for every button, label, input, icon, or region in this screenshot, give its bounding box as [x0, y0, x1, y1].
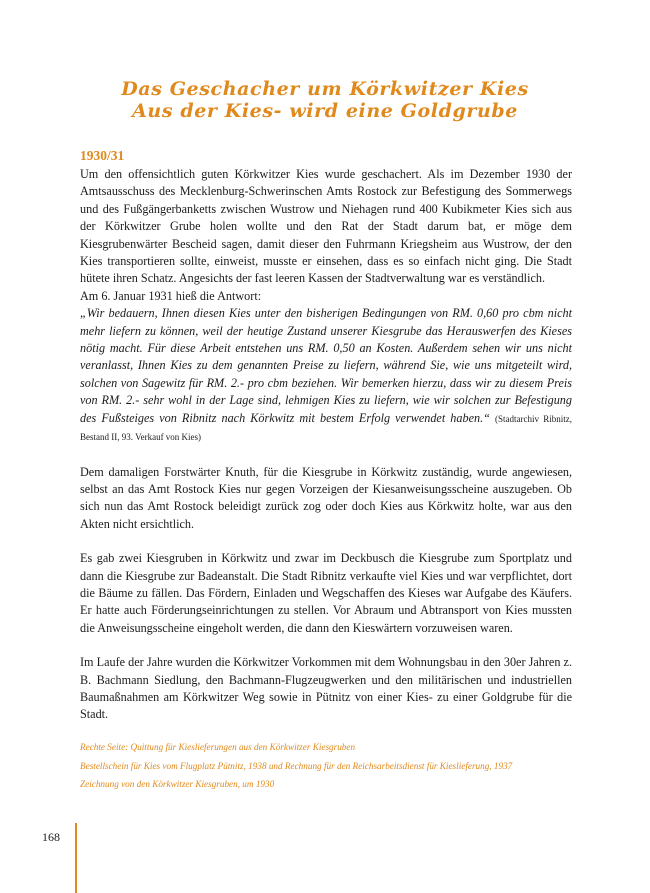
page-margin-bar [75, 823, 77, 893]
answer-intro: Am 6. Januar 1931 hieß die Antwort: [80, 288, 262, 303]
year-heading: 1930/31 [80, 148, 125, 163]
chapter-title-line-1: Das Geschacher um Körkwitzer Kies [121, 78, 529, 100]
image-captions [80, 738, 580, 794]
page-number: 168 [42, 830, 60, 844]
caption-bestellschein: Bestellschein für Kies vom Flugplatz Pütnitz, 1938 und Rechnung für den Reichsarbeitsdienst für Kieslieferung, 1937 [80, 760, 513, 771]
quote-source: (Stadtarchiv Ribnitz, Bestand II, 93. Verkauf von Kies) [80, 413, 572, 443]
intro-paragraph: Um den offensichtlich guten Körkwitzer Kies wurde geschachert. Als im Dezember 1930 der Amtsausschuss des Mecklenburg-Schwerinschen Amts Rostock zur Befestigung des Sommerwegs und des Fußgängerbanketts zwischen Wustrow und Niehagen rund 400 Kubikmeter Kies sich aus der Körkwitzer Grube holen wollte und den Rat der Stadt darum bat, er möge dem Kiesgrubenwärter Bescheid sagen, damit dieser den Fuhrmann Kriegsheim aus Wustrow, der den Kies transportieren sollte, einweist, musste er einsehen, dass es so einfach nicht ging. Die Stadt hütete ihren Schatz. Angesichts der fast leeren Kassen der Stadtverwaltung war es verständlich. [80, 167, 572, 286]
chapter-title-line-2: Aus der Kies- wird eine Goldgrube [132, 100, 518, 122]
caption-quittung: Rechte Seite: Quittung für Kieslieferungen aus den Körkwitzer Kiesgruben [80, 742, 356, 752]
caption-zeichnung: Zeichnung von den Körkwitzer Kiesgruben, um 1930 [80, 779, 275, 789]
paragraph-forstwaerter: Dem damaligen Forstwärter Knuth, für die Kiesgrube in Körkwitz zuständig, wurde angewiesen, selbst an das Amt Rostock Kies nur gegen Vorzeigen der Kiesanweisungsscheine auszugeben. Ob sich nun das Amt Rostock beleidigt zurück zog oder doch Kies aus Körkwitz holte, war aus den Akten nicht ersichtlich. [80, 464, 572, 531]
chapter-title [60, 78, 590, 122]
article-body [80, 147, 572, 724]
letter-quote [80, 305, 572, 446]
letter-quote-text: „Wir bedauern, Ihnen diesen Kies unter den bisherigen Bedingungen von RM. 0,60 pro cbm nicht mehr liefern zu können, weil der heutige Zustand unserer Kiesgrube das Herauswerfen des Kieses nötig macht. Für diese Arbeit entstehen uns RM. 0,50 an Kosten. Außerdem sehen wir uns nicht veranlasst, Ihnen Kies zu dem genannten Preise zu liefern, während Sie, wie uns mitgeteilt wird, solchen von Sagewitz für RM. 2.- pro cbm beziehen. Wir bemerken hierzu, dass wir zu diesem Preis von RM. 2.- sehr wohl in der Lage sind, lehmigen Kies zu liefern, wie wir solchen zur Befestigung des Fußsteiges von Ribnitz nach Körkwitz mit bestem Erfolg verwendet haben.“ [80, 306, 572, 425]
paragraph-kiesgruben: Es gab zwei Kiesgruben in Körkwitz und zwar im Deckbusch die Kiesgrube zum Sportplatz und dann die Kiesgrube zur Badeanstalt. Die Stadt Ribnitz verkaufte viel Kies und war verpflichtet, dort die Bäume zu fällen. Das Fördern, Einladen und Wegschaffen des Kieses war Aufgabe des Käufers. Er hatte auch Förderungseinrichtungen zu stellen. Vor Abraum und Abtransport von Kies mussten die Anweisungsscheine eingeholt werden, die dann den Kieswärtern vorzuweisen waren. [80, 551, 572, 635]
paragraph-goldgrube: Im Laufe der Jahre wurden die Körkwitzer Vorkommen mit dem Wohnungsbau in den 30er Jahren z. B. Bachmann Siedlung, den Bachmann-Flugzeugwerken und den militärischen und industriellen Baumaßnahmen am Körkwitzer Weg sowie in Pütnitz von einer Kies- zu einer Goldgrube für die Stadt. [80, 655, 572, 722]
